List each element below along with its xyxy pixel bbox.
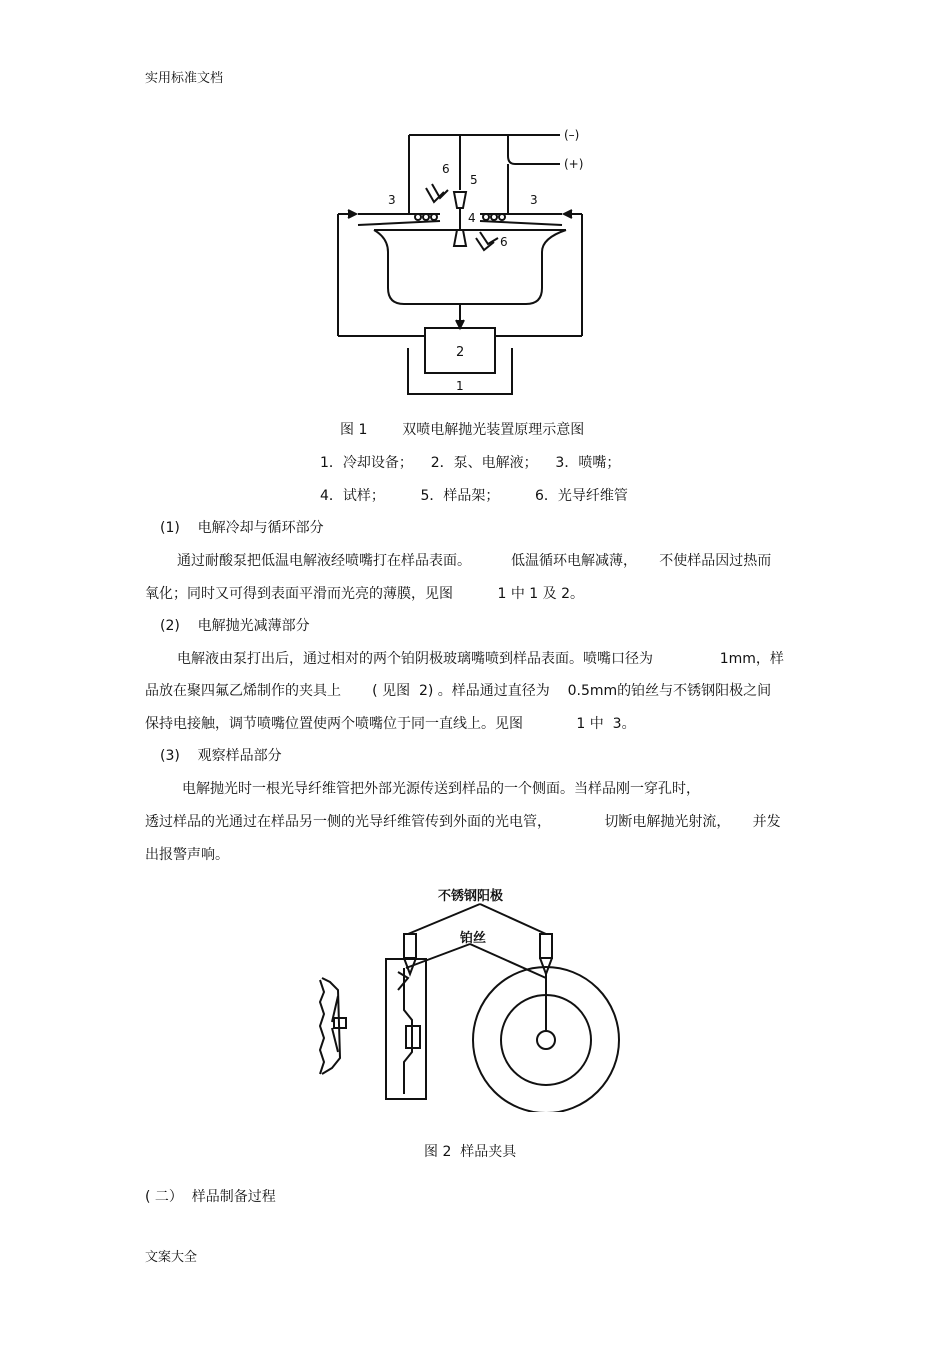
anode-label: 不锈钢阳极 <box>438 889 504 904</box>
label-6-bottom: 6 <box>500 235 508 249</box>
minus-terminal-label: (–) <box>564 128 580 142</box>
label-2: 2 <box>456 345 465 360</box>
paragraph-2-line3: 保持电接触，调节喷嘴位置使两个喷嘴位于同一直线上。见图 1 中 3。 <box>145 716 636 732</box>
label-6-top: 6 <box>442 162 450 176</box>
figure-1-legend-line2: 4．试样； 5．样品架； 6．光导纤维管 <box>320 488 628 504</box>
figure-1-title: 双喷电解抛光装置原理示意图 <box>402 422 585 438</box>
page-header: 实用标准文档 <box>145 71 224 86</box>
paragraph-1-line2: 氧化；同时又可得到表面平滑而光亮的薄膜，见图 1 中 1 及 2。 <box>145 586 585 602</box>
label-4: 4 <box>468 211 476 225</box>
label-5: 5 <box>470 173 478 187</box>
section-2-heading: ( 二） 样品制备过程 <box>145 1189 276 1205</box>
label-3-right: 3 <box>530 193 538 207</box>
section-heading-1: (1) 电解冷却与循环部分 <box>160 520 324 536</box>
figure-1-number: 图 1 <box>340 422 368 438</box>
figure-1-diagram <box>330 118 630 408</box>
figure-1-caption <box>340 421 584 439</box>
paragraph-3-line2: 透过样品的光通过在样品另一侧的光导纤维管传到外面的光电管， 切断电解抛光射流， 并发 <box>145 814 781 830</box>
platinum-wire-label: 铂丝 <box>460 931 487 946</box>
paragraph-2-line2: 品放在聚四氟乙烯制作的夹具上 ( 见图 2) 。样品通过直径为 0.5mm的铂丝与不锈钢阳极之间 <box>145 683 772 699</box>
paragraph-2-line1: 电解液由泵打出后，通过相对的两个铂阴极玻璃嘴喷到样品表面。喷嘴口径为 1mm，样 <box>177 651 784 667</box>
figure-2-diagram <box>300 882 650 1112</box>
plus-terminal-label: (+) <box>564 157 584 171</box>
paragraph-1-line1: 通过耐酸泵把低温电解液经喷嘴打在样品表面。 低温循环电解减薄， 不使样品因过热而 <box>177 553 772 569</box>
page-footer: 文案大全 <box>145 1250 198 1265</box>
paragraph-3-line1: 电解抛光时一根光导纤维管把外部光源传送到样品的一个侧面。当样品刚一穿孔时， <box>182 781 700 797</box>
label-3-left: 3 <box>388 193 396 207</box>
figure-1-legend-line1: 1．冷却设备； 2．泵、电解液； 3．喷嘴； <box>320 455 621 471</box>
section-heading-2: (2) 电解抛光减薄部分 <box>160 618 310 634</box>
section-heading-3: (3) 观察样品部分 <box>160 748 282 764</box>
figure-2-caption: 图 2 样品夹具 <box>424 1144 517 1160</box>
label-1: 1 <box>456 379 464 393</box>
paragraph-3-line3: 出报警声响。 <box>145 847 229 863</box>
